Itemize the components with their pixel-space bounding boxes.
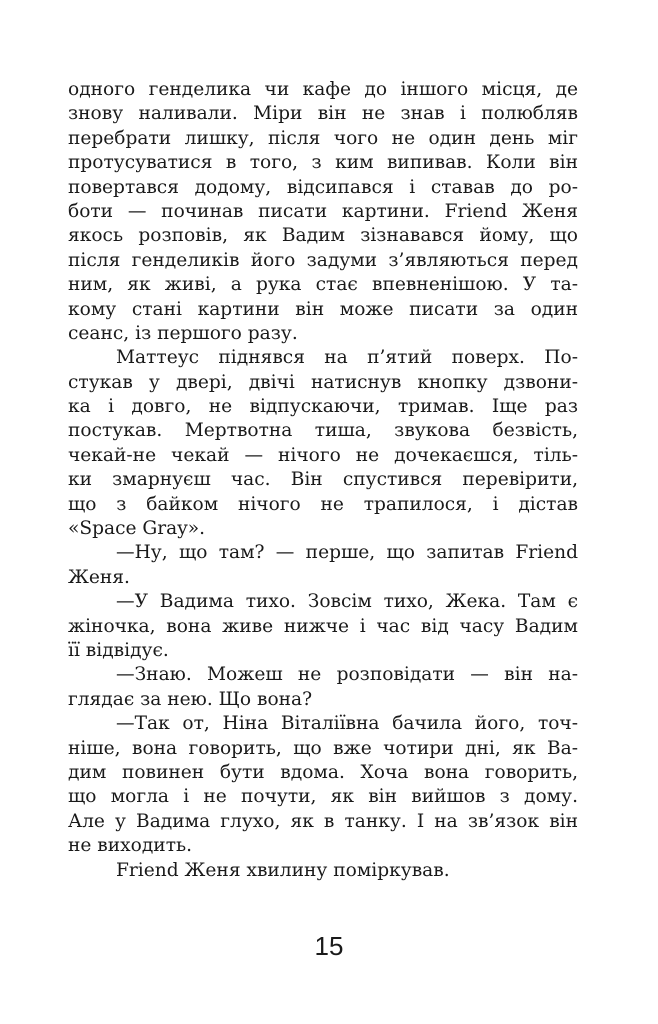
text-line: боти — починав писати картини. Friend Женя (68, 200, 578, 222)
text-line: «Space Gray». (68, 518, 206, 540)
text-line: стукав у двері, двічі натиснув кнопку дзвони- (68, 371, 578, 393)
text-line: її відвідує. (68, 639, 169, 661)
text-line: жіночка, вона живе нижче і час від часу Вадим (68, 615, 578, 637)
text-line: ка і довго, не відпускаючи, тримав. Іще раз (68, 396, 578, 418)
text-line: якось розповів, як Вадим зізнавався йому, що (68, 225, 578, 247)
text-line: знову наливали. Міри він не знав і полюбляв (68, 103, 578, 125)
text-line: сеанс, із першого разу. (68, 322, 298, 344)
text-line: —Знаю. Можеш не розповідати — він на- (116, 664, 578, 686)
text-line: —Так от, Ніна Віталіївна бачила його, точ- (116, 713, 578, 735)
text-line: Женя. (68, 566, 130, 588)
text-line: не виходить. (68, 835, 193, 857)
page-number: 15 (314, 931, 344, 961)
text-line: постукав. Мертвотна тиша, звукова безвість, (68, 420, 578, 442)
text-line: Маттеус піднявся на п’ятий поверх. По- (116, 347, 578, 369)
text-line: Friend Женя хвилину поміркував. (116, 859, 450, 881)
text-line: —Ну, що там? — перше, що запитав Friend (116, 542, 578, 564)
text-line: —У Вадима тихо. Зовсім тихо, Жека. Там є (116, 591, 578, 613)
text-line: ки змарнуєш час. Він спустився перевірити, (68, 469, 578, 491)
text-line: одного генделика чи кафе до іншого місця, де (68, 79, 578, 100)
text-line: повертався додому, відсипався і ставав до ро- (68, 176, 578, 198)
text-line: після генделиків його задуми з’являються перед (68, 249, 578, 271)
text-line: що могла і не почути, як він вийшов з дому. (68, 786, 578, 808)
text-line: Але у Вадима глухо, як в танку. І на зв’язок він (68, 810, 578, 832)
text-line: ніше, вона говорить, що вже чотири дні, як Ва- (68, 737, 578, 759)
text-line: глядає за нею. Що вона? (68, 688, 313, 710)
text-line: перебрати лишку, після чого не один день міг (68, 127, 578, 149)
text-line: чекай-не чекай — нічого не дочекаєшся, тіль- (68, 444, 578, 466)
text-line: ним, як живі, а рука стає впевненішою. У та- (68, 274, 578, 296)
text-line: протусуватися в того, з ким випивав. Коли він (68, 152, 578, 174)
body-text (68, 78, 578, 883)
text-line: дим повинен бути вдома. Хоча вона говорить, (68, 761, 578, 783)
text-line: кому стані картини він може писати за один (68, 298, 578, 320)
text-line: що з байком нічого не трапилося, і дістав (68, 493, 578, 515)
